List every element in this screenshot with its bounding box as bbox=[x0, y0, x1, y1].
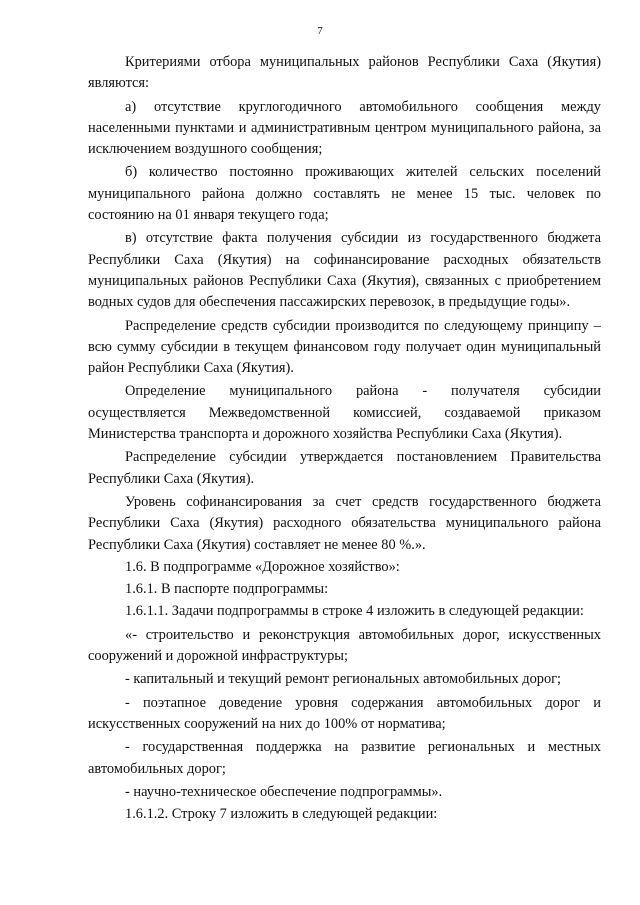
paragraph-task-repair: - капитальный и текущий ремонт региональных автомобильных дорог; bbox=[125, 671, 562, 688]
paragraph-distribution-principle: Распределение средств субсидии производится по следующему принципу – всю сумму субсидии в текущем финансовом году получает один муниципальный район Республики Саха (Якутия). bbox=[88, 317, 601, 377]
paragraph-cofinancing-level: Уровень софинансирования за счет средств государственного бюджета Республики Саха (Якутия) расходного обязательства муниципального района Республики Саха (Якутия) составляет не менее 80 %.». bbox=[88, 493, 601, 553]
paragraph-criterion-c: в) отсутствие факта получения субсидии из государственного бюджета Республики Саха (Якутия) на софинансирование расходных обязательств муниципальных районов Республики Саха (Якутия), связанных с приобретением водных судов для обеспечения пассажирских перевозок, в предыдущие годы». bbox=[88, 230, 601, 311]
paragraph-distribution-approval: Распределение субсидии утверждается постановлением Правительства Республики Саха (Якутия). bbox=[88, 449, 601, 487]
paragraph-criterion-a: а) отсутствие круглогодичного автомобильного сообщения между населенными пунктами и административным центром муниципального района, за исключением воздушного сообщения; bbox=[88, 98, 601, 158]
paragraph-task-research: - научно-техническое обеспечение подпрограммы». bbox=[125, 783, 443, 800]
paragraph-task-maintenance: - поэтапное доведение уровня содержания автомобильных дорог и искусственных сооружений на них до 100% от норматива; bbox=[88, 694, 601, 732]
paragraph-criterion-b: б) количество постоянно проживающих жителей сельских поселений муниципального района должно составлять не менее 15 тыс. человек по состоянию на 01 января текущего года; bbox=[88, 164, 601, 224]
paragraph-task-state-support: - государственная поддержка на развитие региональных и местных автомобильных дорог; bbox=[88, 739, 601, 777]
paragraph-recipient-determination: Определение муниципального района - получателя субсидии осуществляется Межведомственной комиссией, создаваемой приказом Министерства транспорта и дорожного хозяйства Республики Саха (Якутия). bbox=[88, 383, 601, 443]
document-body bbox=[88, 52, 601, 825]
paragraph-section-1-6-1-2: 1.6.1.2. Строку 7 изложить в следующей редакции: bbox=[125, 806, 438, 823]
page-number: 7 bbox=[317, 25, 323, 37]
paragraph-section-1-6: 1.6. В подпрограмме «Дорожное хозяйство»: bbox=[125, 558, 400, 575]
paragraph-section-1-6-1-1: 1.6.1.1. Задачи подпрограммы в строке 4 изложить в следующей редакции: bbox=[125, 603, 584, 620]
paragraph-section-1-6-1: 1.6.1. В паспорте подпрограммы: bbox=[125, 581, 329, 598]
paragraph-selection-criteria: Критериями отбора муниципальных районов Республики Саха (Якутия) являются: bbox=[88, 54, 601, 92]
paragraph-task-construction: «- строительство и реконструкция автомобильных дорог, искусственных сооружений и дорожной инфраструктуры; bbox=[88, 626, 601, 665]
